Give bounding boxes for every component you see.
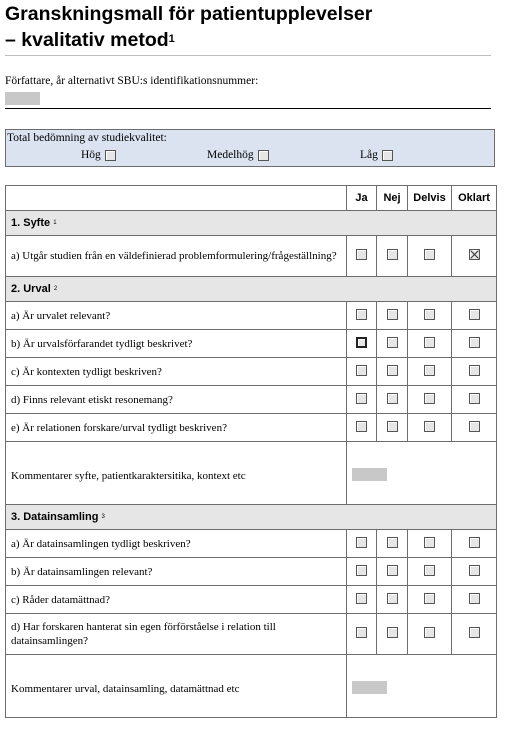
question-text: b) Är urvalsförfarandet tydligt beskrivet? [6, 330, 347, 358]
checkbox-icon[interactable] [387, 249, 398, 260]
question-row [6, 414, 497, 442]
question-text: c) Råder datamättnad? [6, 586, 347, 614]
comment-row [6, 442, 497, 505]
answer-cell [408, 558, 452, 586]
question-row [6, 558, 497, 586]
quality-option-low-label: Låg [360, 149, 378, 161]
answer-cell [377, 236, 408, 277]
question-text: c) Är kontexten tydligt beskriven? [6, 358, 347, 386]
checkbox-icon[interactable] [469, 421, 480, 432]
column-header: Ja [347, 186, 377, 211]
checkbox-icon[interactable] [387, 421, 398, 432]
section-title-cell [6, 505, 497, 530]
author-input[interactable] [5, 92, 40, 105]
quality-option-high-label: Hög [81, 149, 101, 161]
answer-cell [452, 386, 497, 414]
checkbox-icon[interactable] [387, 593, 398, 604]
answer-cell [347, 236, 377, 277]
answer-cell [347, 330, 377, 358]
title-line-2-text: – kvalitativ metod [5, 29, 169, 51]
answer-cell [347, 530, 377, 558]
comment-row [6, 655, 497, 718]
header-row [6, 186, 497, 211]
answer-cell [452, 586, 497, 614]
section-title-cell [6, 277, 497, 302]
checkbox-icon[interactable] [382, 150, 393, 161]
checkbox-icon[interactable] [469, 593, 480, 604]
answer-cell [408, 302, 452, 330]
author-label: Författare, år alternativt SBU:s identifikationsnummer: [5, 75, 259, 87]
section-title: 1. Syfte [11, 217, 51, 229]
checkbox-icon[interactable] [424, 627, 435, 638]
title-line-1: Granskningsmall för patientupplevelser [5, 3, 373, 25]
checkbox-icon[interactable] [356, 537, 367, 548]
checkbox-icon[interactable] [258, 150, 269, 161]
question-text: b) Är datainsamlingen relevant? [6, 558, 347, 586]
answer-cell [452, 236, 497, 277]
question-text: a) Utgår studien från en väldefinierad problemformulering/frågeställning? [6, 236, 347, 277]
checkbox-icon[interactable] [356, 365, 367, 376]
section-footnote-ref: 1 [53, 220, 57, 226]
checkbox-icon[interactable] [387, 393, 398, 404]
question-text: d) Har forskaren hanterat sin egen förförståelse i relation till datainsamlingen? [6, 614, 347, 655]
section-title: 3. Datainsamling [11, 511, 99, 523]
answer-cell [408, 586, 452, 614]
question-text: a) Är urvalet relevant? [6, 302, 347, 330]
section-header [6, 211, 497, 236]
column-header: Nej [377, 186, 408, 211]
answer-cell [452, 358, 497, 386]
section-header [6, 505, 497, 530]
answer-cell [408, 530, 452, 558]
checkbox-icon[interactable] [356, 593, 367, 604]
checkbox-icon[interactable] [424, 365, 435, 376]
checkbox-icon[interactable] [387, 365, 398, 376]
answer-cell [452, 302, 497, 330]
question-row [6, 386, 497, 414]
header-blank [6, 186, 347, 211]
checkbox-icon[interactable] [356, 627, 367, 638]
question-text: a) Är datainsamlingen tydligt beskriven? [6, 530, 347, 558]
checkbox-icon[interactable] [469, 249, 480, 260]
answer-cell [347, 614, 377, 655]
answer-cell [347, 414, 377, 442]
title-divider [5, 55, 491, 56]
section-header [6, 277, 497, 302]
quality-option-medium[interactable] [207, 149, 269, 161]
question-row [6, 358, 497, 386]
comment-label: Kommentarer urval, datainsamling, datamättnad etc [6, 655, 347, 718]
checkbox-icon[interactable] [387, 627, 398, 638]
answer-cell [452, 330, 497, 358]
answer-cell [377, 302, 408, 330]
answer-cell [347, 386, 377, 414]
answer-cell [452, 530, 497, 558]
question-row [6, 614, 497, 655]
quality-assessment-box [5, 129, 495, 167]
comment-field[interactable] [347, 655, 497, 718]
checkbox-icon[interactable] [469, 627, 480, 638]
answer-cell [347, 302, 377, 330]
answer-cell [452, 614, 497, 655]
checkbox-icon[interactable] [356, 249, 367, 260]
question-text: d) Finns relevant etiskt resonemang? [6, 386, 347, 414]
answer-cell [452, 558, 497, 586]
answer-cell [377, 386, 408, 414]
section-title: 2. Urval [11, 283, 51, 295]
page-title [5, 1, 500, 53]
checkbox-icon[interactable] [469, 565, 480, 576]
comment-input[interactable] [352, 681, 387, 694]
column-header: Delvis [408, 186, 452, 211]
answer-cell [377, 530, 408, 558]
answer-cell [408, 414, 452, 442]
checkbox-icon[interactable] [469, 537, 480, 548]
checkbox-icon[interactable] [424, 537, 435, 548]
comment-label: Kommentarer syfte, patientkaraktersitika, kontext etc [6, 442, 347, 505]
answer-cell [377, 358, 408, 386]
checkbox-icon[interactable] [356, 393, 367, 404]
comment-input[interactable] [352, 468, 387, 481]
answer-cell [408, 330, 452, 358]
checkbox-icon[interactable] [469, 365, 480, 376]
column-header: Oklart [452, 186, 497, 211]
checkbox-icon[interactable] [424, 593, 435, 604]
answer-cell [408, 614, 452, 655]
checkbox-icon[interactable] [424, 565, 435, 576]
checkbox-icon[interactable] [424, 393, 435, 404]
answer-cell [408, 236, 452, 277]
assessment-table [5, 185, 497, 718]
question-row [6, 330, 497, 358]
checkbox-icon[interactable] [469, 393, 480, 404]
quality-option-medium-label: Medelhög [207, 149, 254, 161]
checkbox-icon[interactable] [424, 309, 435, 320]
question-row [6, 302, 497, 330]
checkbox-icon[interactable] [469, 309, 480, 320]
author-underline [5, 108, 491, 109]
question-row [6, 236, 497, 277]
question-row [6, 530, 497, 558]
checkbox-icon[interactable] [356, 565, 367, 576]
answer-cell [347, 558, 377, 586]
checkbox-icon[interactable] [387, 309, 398, 320]
quality-option-low[interactable] [360, 149, 393, 161]
title-footnote-ref: 1 [168, 33, 175, 45]
checkbox-icon[interactable] [387, 537, 398, 548]
quality-label: Total bedömning av studiekvalitet: [7, 132, 167, 144]
comment-field[interactable] [347, 442, 497, 505]
checkbox-icon[interactable] [469, 337, 480, 348]
question-row [6, 586, 497, 614]
answer-cell [408, 358, 452, 386]
answer-cell [452, 414, 497, 442]
checkbox-icon[interactable] [387, 565, 398, 576]
answer-cell [377, 586, 408, 614]
checkbox-icon[interactable] [356, 309, 367, 320]
checkbox-icon[interactable] [424, 421, 435, 432]
answer-cell [347, 586, 377, 614]
checkbox-icon[interactable] [356, 421, 367, 432]
checkbox-icon[interactable] [424, 337, 435, 348]
answer-cell [377, 330, 408, 358]
answer-cell [377, 614, 408, 655]
answer-cell [377, 414, 408, 442]
answer-cell [347, 358, 377, 386]
checkbox-icon[interactable] [105, 150, 116, 161]
section-footnote-ref: 3 [101, 514, 105, 520]
section-title-cell [6, 211, 497, 236]
checkbox-icon[interactable] [424, 249, 435, 260]
checkbox-icon[interactable] [356, 337, 367, 348]
quality-option-high[interactable] [81, 149, 116, 161]
answer-cell [408, 386, 452, 414]
answer-cell [377, 558, 408, 586]
title-line-2 [5, 27, 500, 53]
checkbox-icon[interactable] [387, 337, 398, 348]
question-text: e) Är relationen forskare/urval tydligt beskriven? [6, 414, 347, 442]
section-footnote-ref: 2 [53, 286, 58, 292]
